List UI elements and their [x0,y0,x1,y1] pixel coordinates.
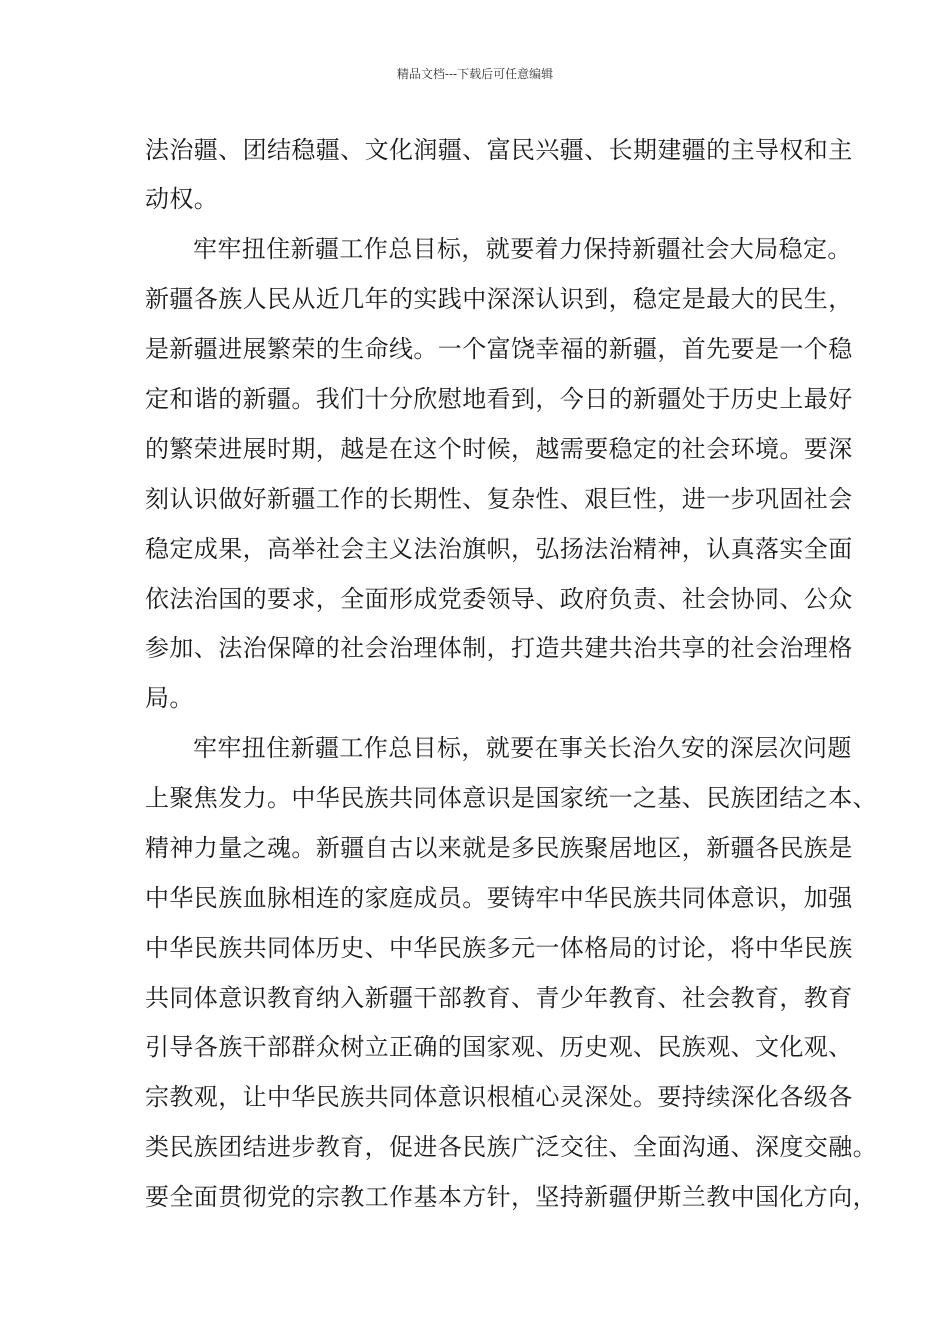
text-line: 宗教观，让中华民族共同体意识根植心灵深处。要持续深化各级各 [145,1083,853,1111]
text-line: 依法治国的要求，全面形成党委领导、政府负责、社会协同、公众 [145,585,853,613]
text-line: 的繁荣进展时期，越是在这个时候，越需要稳定的社会环境。要深 [145,435,853,463]
text-line: 要全面贯彻党的宗教工作基本方针，坚持新疆伊斯兰教中国化方向， [145,1183,877,1211]
text-line: 精神力量之魂。新疆自古以来就是多民族聚居地区，新疆各民族是 [145,834,853,862]
text-line: 上聚焦发力。中华民族共同体意识是国家统一之基、民族团结之本、 [145,784,877,812]
text-line: 中华民族共同体历史、中华民族多元一体格局的讨论，将中华民族 [145,934,853,962]
text-line: 引导各族干部群众树立正确的国家观、历史观、民族观、文化观、 [145,1033,853,1061]
text-line: 共同体意识教育纳入新疆干部教育、青少年教育、社会教育，教育 [145,984,853,1012]
text-line: 局。 [145,684,194,712]
text-line: 中华民族血脉相连的家庭成员。要铸牢中华民族共同体意识，加强 [145,884,853,912]
page-header: 精品文档---下载后可任意编辑 [396,67,554,81]
text-line: 定和谐的新疆。我们十分欣慰地看到，今日的新疆处于历史上最好 [145,385,853,413]
text-line: 新疆各族人民从近几年的实践中深深认识到，稳定是最大的民生， [145,285,853,313]
text-line: 是新疆进展繁荣的生命线。一个富饶幸福的新疆，首先要是一个稳 [145,335,853,363]
text-line: 类民族团结进步教育，促进各民族广泛交往、全面沟通、深度交融。 [145,1133,877,1161]
text-line: 稳定成果，高举社会主义法治旗帜，弘扬法治精神，认真落实全面 [145,535,853,563]
paragraph-first-line: 牢牢扭住新疆工作总目标，就要在事关长治久安的深层次问题 [193,734,852,762]
text-line: 动权。 [145,185,219,213]
text-line: 法治疆、团结稳疆、文化润疆、富民兴疆、长期建疆的主导权和主 [145,136,853,164]
text-line: 参加、法治保障的社会治理体制，打造共建共治共享的社会治理格 [145,634,853,662]
text-line: 刻认识做好新疆工作的长期性、复杂性、艰巨性，进一步巩固社会 [145,485,853,513]
paragraph-first-line: 牢牢扭住新疆工作总目标，就要着力保持新疆社会大局稳定。 [193,235,852,263]
